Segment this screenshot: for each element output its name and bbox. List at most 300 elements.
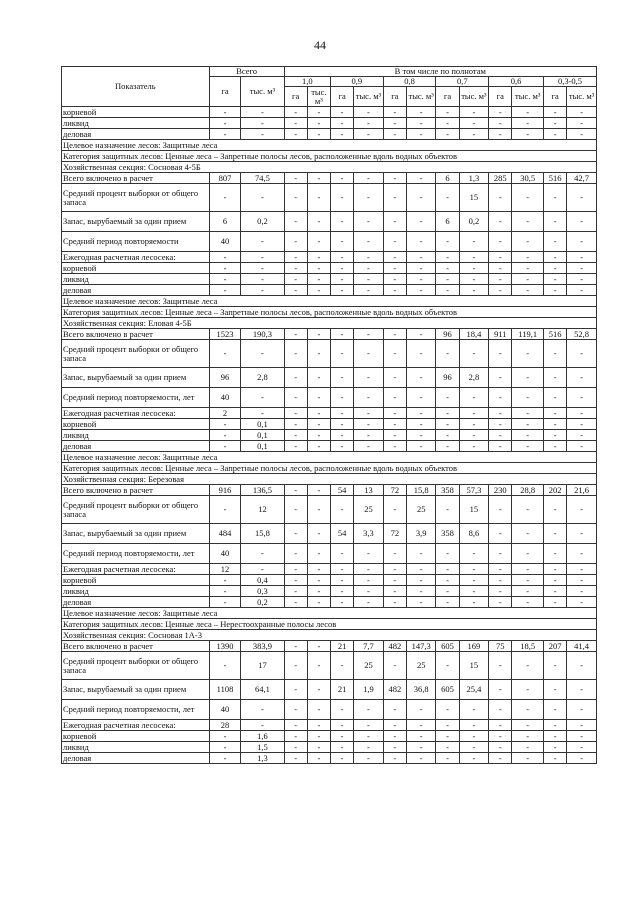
- table-cell: -: [330, 586, 353, 597]
- table-cell: 25: [406, 652, 436, 680]
- table-cell: -: [436, 340, 459, 368]
- table-cell: -: [284, 731, 307, 742]
- ha-header: га: [544, 87, 567, 107]
- section-row: [62, 140, 597, 151]
- table-cell: -: [459, 263, 489, 274]
- row-label: деловая: [62, 129, 210, 140]
- section-title: Хозяйственная секция: Березовая: [62, 474, 597, 485]
- density-header: 1,0: [284, 77, 330, 87]
- table-cell: -: [567, 408, 597, 419]
- table-cell: -: [406, 118, 436, 129]
- table-row: [62, 524, 597, 544]
- table-cell: -: [512, 544, 544, 564]
- table-cell: 358: [436, 524, 459, 544]
- table-cell: -: [241, 252, 284, 263]
- table-cell: -: [330, 720, 353, 731]
- row-label: ликвид: [62, 586, 210, 597]
- table-cell: -: [512, 107, 544, 118]
- table-cell: 0,1: [241, 430, 284, 441]
- table-cell: -: [354, 252, 384, 263]
- table-cell: -: [567, 388, 597, 408]
- table-cell: -: [567, 575, 597, 586]
- table-cell: -: [209, 274, 241, 285]
- table-cell: -: [489, 597, 512, 608]
- table-cell: -: [284, 524, 307, 544]
- table-row: [62, 419, 597, 430]
- total-header: Всего: [209, 67, 284, 77]
- table-cell: -: [567, 252, 597, 263]
- table-cell: -: [489, 232, 512, 252]
- table-cell: 605: [436, 680, 459, 700]
- table-cell: -: [354, 731, 384, 742]
- incl-density-header: В том числе по полнотам: [284, 67, 596, 77]
- table-cell: -: [330, 575, 353, 586]
- table-cell: -: [354, 274, 384, 285]
- table-cell: -: [354, 753, 384, 764]
- table-cell: -: [436, 700, 459, 720]
- table-cell: -: [489, 107, 512, 118]
- table-cell: -: [307, 496, 330, 524]
- table-cell: -: [383, 232, 406, 252]
- table-cell: -: [383, 340, 406, 368]
- table-cell: -: [436, 753, 459, 764]
- table-cell: -: [330, 340, 353, 368]
- table-cell: -: [284, 252, 307, 263]
- table-cell: -: [512, 700, 544, 720]
- table-cell: -: [436, 419, 459, 430]
- table-cell: -: [544, 597, 567, 608]
- table-cell: -: [354, 700, 384, 720]
- table-row: [62, 118, 597, 129]
- row-label: корневой: [62, 419, 210, 430]
- table-cell: -: [567, 680, 597, 700]
- table-cell: 15: [459, 184, 489, 212]
- row-label: Ежегодная расчетная лесосека:: [62, 720, 210, 731]
- table-cell: -: [406, 274, 436, 285]
- density-header: 0,6: [489, 77, 544, 87]
- table-row: [62, 408, 597, 419]
- table-cell: -: [406, 285, 436, 296]
- table-cell: -: [330, 419, 353, 430]
- table-cell: -: [489, 340, 512, 368]
- table-cell: -: [406, 544, 436, 564]
- table-cell: -: [383, 652, 406, 680]
- table-cell: -: [284, 720, 307, 731]
- table-cell: -: [489, 742, 512, 753]
- table-cell: -: [406, 252, 436, 263]
- table-cell: -: [354, 118, 384, 129]
- table-cell: -: [354, 232, 384, 252]
- table-cell: -: [567, 700, 597, 720]
- section-title: Категория защитных лесов: Ценные леса – Запретные полосы лесов, расположенные вдоль водных объектов: [62, 463, 597, 474]
- table-cell: 74,5: [241, 173, 284, 184]
- table-cell: -: [383, 753, 406, 764]
- section-title: Категория защитных лесов: Ценные леса – Запретные полосы лесов, расположенные вдоль водных объектов: [62, 151, 597, 162]
- table-cell: -: [544, 118, 567, 129]
- table-cell: -: [307, 544, 330, 564]
- table-cell: 285: [489, 173, 512, 184]
- table-cell: 6: [209, 212, 241, 232]
- section-row: [62, 296, 597, 307]
- table-cell: -: [406, 575, 436, 586]
- table-cell: 36,8: [406, 680, 436, 700]
- table-cell: 40: [209, 700, 241, 720]
- section-title: Хозяйственная секция: Сосновая 4-5Б: [62, 162, 597, 173]
- row-label: корневой: [62, 575, 210, 586]
- table-row: [62, 232, 597, 252]
- table-cell: -: [383, 388, 406, 408]
- table-cell: -: [406, 700, 436, 720]
- table-cell: -: [512, 564, 544, 575]
- table-cell: -: [512, 129, 544, 140]
- table-cell: -: [354, 720, 384, 731]
- table-cell: 15: [459, 652, 489, 680]
- table-cell: -: [512, 388, 544, 408]
- table-cell: -: [436, 285, 459, 296]
- table-body: [62, 107, 597, 764]
- table-cell: -: [489, 129, 512, 140]
- table-cell: -: [436, 742, 459, 753]
- table-cell: -: [284, 575, 307, 586]
- table-cell: -: [354, 212, 384, 232]
- table-cell: 516: [544, 329, 567, 340]
- table-cell: 12: [209, 564, 241, 575]
- table-cell: -: [544, 720, 567, 731]
- table-cell: -: [354, 107, 384, 118]
- ha-header: га: [284, 87, 307, 107]
- section-row: [62, 452, 597, 463]
- row-label: ликвид: [62, 742, 210, 753]
- table-cell: -: [512, 340, 544, 368]
- table-cell: -: [354, 368, 384, 388]
- table-cell: -: [209, 340, 241, 368]
- table-cell: 1108: [209, 680, 241, 700]
- table-cell: -: [544, 252, 567, 263]
- table-cell: -: [489, 263, 512, 274]
- table-cell: -: [512, 575, 544, 586]
- table-cell: 15: [459, 496, 489, 524]
- table-row: [62, 107, 597, 118]
- table-cell: -: [284, 212, 307, 232]
- table-cell: -: [436, 129, 459, 140]
- table-cell: -: [284, 274, 307, 285]
- table-cell: -: [544, 340, 567, 368]
- table-cell: -: [241, 564, 284, 575]
- table-cell: -: [307, 720, 330, 731]
- table-cell: -: [406, 340, 436, 368]
- table-cell: -: [307, 212, 330, 232]
- table-cell: -: [307, 575, 330, 586]
- row-label: ликвид: [62, 118, 210, 129]
- table-cell: -: [406, 720, 436, 731]
- table-cell: -: [284, 652, 307, 680]
- table-cell: -: [209, 107, 241, 118]
- table-cell: 2: [209, 408, 241, 419]
- table-cell: 0,2: [459, 212, 489, 232]
- table-cell: -: [544, 753, 567, 764]
- table-cell: -: [489, 564, 512, 575]
- table-row: [62, 173, 597, 184]
- table-cell: -: [209, 184, 241, 212]
- table-cell: -: [209, 430, 241, 441]
- table-cell: -: [512, 524, 544, 544]
- section-title: Хозяйственная секция: Сосновая 1А-3: [62, 630, 597, 641]
- row-label: корневой: [62, 107, 210, 118]
- table-cell: 3,3: [354, 524, 384, 544]
- row-label: Всего включено в расчет: [62, 641, 210, 652]
- ha-header: га: [436, 87, 459, 107]
- table-cell: -: [241, 118, 284, 129]
- table-cell: 6: [436, 212, 459, 232]
- table-cell: 15,8: [241, 524, 284, 544]
- table-cell: -: [383, 173, 406, 184]
- table-cell: -: [209, 285, 241, 296]
- ha-header: га: [383, 87, 406, 107]
- table-cell: -: [512, 274, 544, 285]
- ha-header: га: [489, 87, 512, 107]
- table-cell: -: [307, 252, 330, 263]
- table-cell: -: [284, 129, 307, 140]
- section-title: Целевое назначение лесов: Защитные леса: [62, 296, 597, 307]
- table-cell: -: [489, 212, 512, 232]
- table-row: [62, 700, 597, 720]
- table-cell: 230: [489, 485, 512, 496]
- table-cell: -: [307, 731, 330, 742]
- table-cell: -: [406, 129, 436, 140]
- table-cell: -: [209, 597, 241, 608]
- table-cell: 202: [544, 485, 567, 496]
- table-row: [62, 430, 597, 441]
- table-cell: -: [436, 184, 459, 212]
- table-cell: -: [436, 107, 459, 118]
- table-cell: -: [512, 597, 544, 608]
- table-cell: 190,3: [241, 329, 284, 340]
- table-row: [62, 641, 597, 652]
- table-cell: 605: [436, 641, 459, 652]
- table-cell: -: [567, 129, 597, 140]
- ths-m3-header: тыс. м³: [459, 87, 489, 107]
- table-cell: -: [436, 274, 459, 285]
- table-cell: -: [330, 368, 353, 388]
- table-cell: -: [489, 575, 512, 586]
- table-row: [62, 496, 597, 524]
- table-cell: -: [330, 408, 353, 419]
- table-cell: -: [383, 118, 406, 129]
- table-cell: 13: [354, 485, 384, 496]
- table-cell: 0,1: [241, 441, 284, 452]
- table-cell: -: [436, 597, 459, 608]
- table-cell: -: [436, 720, 459, 731]
- table-cell: -: [284, 564, 307, 575]
- table-cell: -: [567, 212, 597, 232]
- table-cell: -: [241, 544, 284, 564]
- table-row: [62, 263, 597, 274]
- table-cell: -: [284, 597, 307, 608]
- total-ha-header: га: [209, 77, 241, 107]
- table-cell: -: [489, 368, 512, 388]
- table-cell: -: [209, 441, 241, 452]
- table-cell: 25,4: [459, 680, 489, 700]
- table-cell: -: [209, 496, 241, 524]
- table-cell: -: [459, 564, 489, 575]
- table-cell: -: [284, 184, 307, 212]
- table-cell: 57,3: [459, 485, 489, 496]
- table-cell: -: [330, 731, 353, 742]
- table-cell: -: [459, 388, 489, 408]
- table-cell: -: [544, 731, 567, 742]
- ths-m3-header: тыс. м³: [406, 87, 436, 107]
- row-label: Средний процент выборки от общего запаса: [62, 340, 210, 368]
- table-cell: -: [512, 652, 544, 680]
- table-cell: -: [383, 430, 406, 441]
- table-cell: -: [567, 496, 597, 524]
- table-cell: -: [459, 232, 489, 252]
- table-cell: -: [459, 107, 489, 118]
- table-cell: -: [354, 564, 384, 575]
- table-cell: 15,8: [406, 485, 436, 496]
- row-label: Средний период повторяемости, лет: [62, 700, 210, 720]
- table-cell: 207: [544, 641, 567, 652]
- table-row: [62, 544, 597, 564]
- indicator-header: Показатель: [62, 67, 210, 107]
- table-cell: 169: [459, 641, 489, 652]
- table-cell: -: [406, 742, 436, 753]
- table-cell: -: [284, 430, 307, 441]
- table-cell: -: [284, 441, 307, 452]
- table-cell: -: [489, 586, 512, 597]
- section-row: [62, 162, 597, 173]
- table-cell: -: [383, 184, 406, 212]
- table-cell: -: [567, 430, 597, 441]
- table-cell: -: [406, 586, 436, 597]
- table-cell: -: [436, 575, 459, 586]
- table-cell: 0,3: [241, 586, 284, 597]
- ths-m3-header: тыс. м³: [567, 87, 597, 107]
- row-label: Всего включено в расчет: [62, 329, 210, 340]
- table-cell: -: [567, 564, 597, 575]
- table-cell: -: [284, 388, 307, 408]
- row-label: Средний процент выборки от общего запаса: [62, 652, 210, 680]
- table-row: [62, 575, 597, 586]
- table-cell: 96: [436, 368, 459, 388]
- table-cell: -: [567, 285, 597, 296]
- table-row: [62, 731, 597, 742]
- table-cell: -: [544, 496, 567, 524]
- table-cell: -: [307, 129, 330, 140]
- table-cell: -: [383, 263, 406, 274]
- table-cell: -: [383, 742, 406, 753]
- table-row: [62, 129, 597, 140]
- row-label: Запас, вырубаемый за один прием: [62, 524, 210, 544]
- table-cell: 72: [383, 524, 406, 544]
- row-label: деловая: [62, 753, 210, 764]
- table-cell: 8,6: [459, 524, 489, 544]
- table-cell: -: [512, 742, 544, 753]
- table-cell: -: [209, 753, 241, 764]
- table-cell: -: [512, 586, 544, 597]
- table-cell: -: [406, 731, 436, 742]
- table-cell: -: [489, 388, 512, 408]
- table-cell: -: [544, 586, 567, 597]
- table-cell: -: [544, 184, 567, 212]
- table-cell: 147,3: [406, 641, 436, 652]
- table-cell: -: [284, 680, 307, 700]
- table-cell: -: [406, 329, 436, 340]
- table-cell: -: [406, 388, 436, 408]
- table-cell: -: [209, 652, 241, 680]
- table-cell: -: [544, 368, 567, 388]
- table-cell: 1,5: [241, 742, 284, 753]
- table-cell: 42,7: [567, 173, 597, 184]
- table-row: [62, 212, 597, 232]
- table-cell: -: [567, 742, 597, 753]
- section-row: [62, 630, 597, 641]
- table-cell: -: [459, 118, 489, 129]
- table-header: [62, 67, 597, 107]
- table-cell: 1390: [209, 641, 241, 652]
- row-label: Запас, вырубаемый за один прием: [62, 212, 210, 232]
- table-cell: 54: [330, 524, 353, 544]
- table-row: [62, 652, 597, 680]
- table-cell: -: [307, 485, 330, 496]
- table-cell: -: [489, 274, 512, 285]
- table-cell: -: [436, 441, 459, 452]
- table-cell: 1523: [209, 329, 241, 340]
- table-cell: -: [284, 753, 307, 764]
- table-cell: -: [459, 430, 489, 441]
- table-cell: -: [436, 252, 459, 263]
- table-row: [62, 252, 597, 263]
- table-cell: -: [330, 742, 353, 753]
- section-title: Целевое назначение лесов: Защитные леса: [62, 140, 597, 151]
- ths-m3-header: тыс. м³: [512, 87, 544, 107]
- table-cell: -: [544, 107, 567, 118]
- table-cell: 1,3: [459, 173, 489, 184]
- table-cell: -: [544, 232, 567, 252]
- table-cell: 136,5: [241, 485, 284, 496]
- table-row: [62, 368, 597, 388]
- table-cell: -: [567, 340, 597, 368]
- table-cell: -: [241, 263, 284, 274]
- table-cell: -: [284, 641, 307, 652]
- ths-m3-header: тыс. м³: [307, 87, 330, 107]
- row-label: деловая: [62, 285, 210, 296]
- table-cell: 21: [330, 680, 353, 700]
- row-label: корневой: [62, 263, 210, 274]
- table-cell: -: [544, 544, 567, 564]
- table-cell: -: [354, 597, 384, 608]
- table-cell: -: [383, 720, 406, 731]
- table-cell: 2,8: [459, 368, 489, 388]
- table-cell: -: [567, 441, 597, 452]
- table-cell: 0,2: [241, 212, 284, 232]
- table-cell: -: [383, 575, 406, 586]
- table-cell: 28,8: [512, 485, 544, 496]
- table-cell: -: [307, 388, 330, 408]
- table-cell: 1,6: [241, 731, 284, 742]
- table-cell: -: [512, 118, 544, 129]
- table-cell: -: [567, 107, 597, 118]
- table-cell: -: [512, 720, 544, 731]
- table-cell: -: [544, 285, 567, 296]
- table-cell: -: [436, 232, 459, 252]
- table-cell: -: [406, 173, 436, 184]
- table-cell: -: [489, 731, 512, 742]
- table-cell: -: [436, 731, 459, 742]
- table-cell: -: [354, 329, 384, 340]
- table-cell: -: [284, 340, 307, 368]
- table-cell: -: [307, 232, 330, 252]
